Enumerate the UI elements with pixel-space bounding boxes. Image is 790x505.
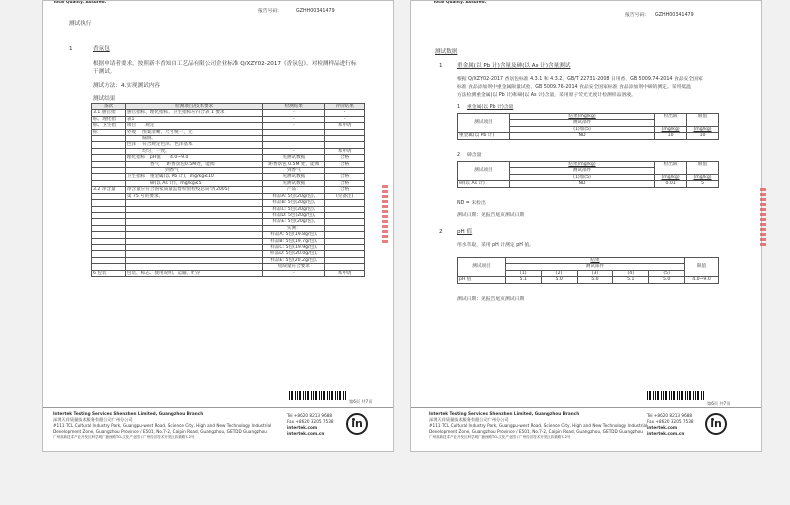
footer-web: intertek.com.cn [647,431,685,436]
arsenic-result-table [457,161,719,188]
date-note: 测试日期：见报告尾页测试日期 [457,297,525,302]
table-cell: 样品D: 5包(20.0g/包), [263,251,325,257]
table-cell: 外观 图案清晰，尺寸统一，无 [125,129,263,135]
table-cell: - [263,110,325,116]
seal-stamp-icon [760,188,766,248]
page-number: 第6页 共7页 [349,399,373,404]
table-cell: 重金属(以 Pb 计) [458,133,510,139]
table-cell: 检出限 [655,162,687,175]
footer-tel: Tel +8620 8213 9688 [287,413,333,418]
footer-address: #111 TCL Cultural Industry Park, Guangpu-west Road, Science City, High and New Technology Industrial [429,423,648,428]
table-body [92,110,365,277]
table-cell: 见测试数据 [263,180,325,186]
table-cell: 样品B: 5包(19.7g/包), [263,238,325,244]
table-cell: 样品E: 5包(20g/包), [263,219,325,225]
table-cell: 距香氛包 0.5M 处，能闻 [263,161,325,167]
table-cell: 测试部件 [509,120,654,126]
table-cell: 5 [687,181,719,187]
table-cell: 测试部件 [509,168,654,174]
table-cell: 本申请 [325,148,365,154]
footer-address: Development Zone, Guangzhou Province / E501, No.7-2, Caipin Road, Guangzhou, GETDD Guangzhou [53,429,267,434]
table-cell: 样品E: 5包(20.2g/包), [263,257,325,263]
intertek-logo-icon [346,413,368,435]
item-number: 1 [69,46,73,52]
table-cell: 3.2 净含量 [92,187,126,193]
table-cell: - [263,270,325,276]
column-header: 检测项目/技术要求 [125,104,263,110]
table-cell: 合格 [325,174,365,180]
item-title: 香氛包 [93,46,110,52]
table-cell: 测试项目 [458,162,510,181]
table-cell: ND [509,133,654,139]
table-cell: 测试项目 [458,258,506,277]
footer-address-cn: 广州高新技术产业开发区科学城广浦西路TCL文化产业园 / 广州经济技术开发区彩频路7-2号 [429,435,571,439]
date-note: 测试日期：见报告尾页测试日期 [457,213,525,218]
table-cell: (5) [649,270,685,276]
table-cell: - [325,116,365,122]
table-cell: 结果(mg/kg) [509,162,654,168]
item-title: 重金属(以 Pb 计)含量及砷(以 As 计)含量测试 [457,63,571,69]
table-cell: (3) [577,270,613,276]
sub-item-title: 重金属(以 Pb 计)含量 [467,105,514,110]
table-cell: 限值 [687,114,719,127]
table-cell: 5.0 [577,277,613,283]
table-cell: 香气 距香氛包0.5M处，能闻 [125,161,263,167]
table-cell: 实测： [263,225,325,231]
table-cell: 净含量应符合国家质量监督检验检疫总局令[2005] [125,187,263,193]
method-line: 测试方法：4.实现测试内容 [93,83,160,89]
column-header: 检测结果 [263,104,325,110]
footer-address: #111 TCL Cultural Industry Park, Guangpu-west Road, Science City, High and New Technology Industrial [53,423,272,428]
logo-text: in [710,417,722,430]
table-cell: - [263,116,325,122]
table-row [458,133,719,139]
sub-item-number: 1 [457,105,461,110]
item-line: 方法检测重金属(以 Pb 计)和砷(以 As 计)含量，采用原子荧光光度计检测样品溶液。 [457,93,636,98]
table-cell: 结果 [505,258,684,264]
footer-fax: Fax +8620 3205 7538 [287,419,334,424]
table-cell: 理化指标 pH值 4.0~9.0 [125,155,263,161]
table-cell: 标 [92,129,126,135]
sub-item-number: 2 [457,153,461,158]
table-cell: 感官指标、理化指标、卫生指标应符合表 1 要求 [125,110,263,116]
section-label: 测试执行 [69,21,92,27]
footer-address: Development Zone, Guangzhou Province / E501, No.7-2, Caipin Road, Guangzhou, GETDD Guangzhou [429,429,643,434]
table-cell: 短缺量符合要求 [263,264,325,270]
footer-web: intertek.com [287,425,318,430]
report-no: GZHH00341479 [655,13,694,18]
lead-result-table [457,113,719,140]
item-number: 1 [439,63,443,69]
table-cell: 3.1 感官指 [92,110,126,116]
report-no-label: 报告号码: [258,9,279,14]
table-cell: (1) [505,270,541,276]
table-cell: 限值 [687,162,719,175]
table-cell: 包装、标志、使用说明、运输、贮存 [125,270,263,276]
column-header: 条款 [92,104,126,110]
table-row [458,277,719,283]
table-cell: 合格 [325,155,365,161]
table-cell: 标、理化指 [92,116,126,122]
table-cell: (见备注) [325,193,365,199]
table-cell: (4) [613,270,649,276]
table-cell: 样品C: 5包(20g/包), [263,206,325,212]
table-row [458,181,719,187]
table-cell: 合格 [325,161,365,167]
table-cell: 5.0 [541,277,577,283]
table-cell: 均匀，一致。 [125,148,263,154]
table-cell: 色泽 符合规定色泽，色泽基本 [125,142,263,148]
table-cell: 第 75 号的要求。 [125,193,263,199]
page-number: 第6页 共7页 [707,401,731,406]
table-cell: 卫生指标 重金属(以 Pb 计)，mg/kg≤10 [125,174,263,180]
table-cell: (mg/kg) [655,126,687,132]
table-cell: 合格 [325,187,365,193]
table-cell: 样品D: 5包(20g/包), [263,212,325,218]
footer-company: Intertek Testing Services Shenzhen Limited, Guangzhou Branch [53,411,204,416]
section-label: 测试数据 [435,49,458,55]
table-cell: 到香气 [125,168,263,174]
table-cell: (mg/kg) [655,174,687,180]
seal-stamp-icon [382,185,388,245]
intertek-logo-icon [705,413,727,435]
barcode [289,391,347,400]
item-line: 用水萃取，采用 pH 计测定 pH 值。 [457,243,534,248]
table-cell: - [263,148,325,154]
report-no: GZHH00341479 [296,9,335,14]
footer-company-cn: 深圳天祥质量技术服务有限公司广州分公司 [429,417,509,422]
table-cell: (1)加(5) [509,174,654,180]
table-cell: 本申请 [325,123,365,129]
table-cell: 砷(以 As 计) [458,181,510,187]
table-cell: 本申请 [325,270,365,276]
quality-header: Total Quality. Assured. [53,0,107,4]
table-cell: 结果(mg/kg) [509,114,654,120]
table-cell: (mg/kg) [687,126,719,132]
table-cell: 6 包装 [92,270,126,276]
table-cell: (mg/kg) [687,174,719,180]
ph-result-table [457,257,719,284]
nd-note: ND = 未检出 [457,201,486,206]
table-row [458,114,719,120]
report-no-label: 报告号码: [625,13,646,18]
item-title: pH 值 [457,229,473,235]
table-cell: 样品C: 5包(19.9g/包), [263,244,325,250]
table-cell: 0.01 [655,181,687,187]
item-number: 2 [439,229,443,235]
table-row [92,270,365,276]
result-label: 测试结果 [93,96,116,102]
barcode [647,391,705,400]
footer-address-cn: 广州高新技术产业开发区科学城广浦西路TCL文化产业园 / 广州经济技术开发区彩频路7-2号 [53,435,195,439]
table-cell: 5.1 [613,277,649,283]
table-cell: ND [509,181,654,187]
intro-line: 干测试。 [93,69,116,75]
footer-company-cn: 深圳天祥质量技术服务有限公司广州分公司 [53,417,133,422]
table-cell: 样品A: 5包(20g/包), [263,193,325,199]
table-cell: 10 [687,133,719,139]
table-cell: 产品： [263,187,325,193]
table-cell: 样品B: 5包(20g/包), [263,200,325,206]
table-cell: pH 值 [458,277,506,283]
table-cell: 见测试数据 [263,155,325,161]
footer-divider [411,407,761,408]
column-header: 评价结果 [325,104,365,110]
table-cell: 标、卫生指 [92,123,126,129]
sub-item-title: 砷含量 [467,153,482,158]
table-cell: 测试项目 [458,114,510,133]
table-cell: 测试部件 [505,264,684,270]
table-cell: 5.1 [505,277,541,283]
table-cell: (1)加(5) [509,126,654,132]
table-cell: 限值 [685,258,719,277]
table-cell: 表1 [125,116,263,122]
item-line: 根据 Q/XZY02-2017 香氛包标准 4.3.1 和 4.3.2、GB/T 22731-2008 日用香、GB 5009.74-2014 食品安全国家 [457,77,703,82]
footer-web: intertek.com.cn [287,431,325,436]
intro-line: 根据申请者要求，按照新丰香知自工艺品有限公司企业标准 Q/XZY02-2017《香氛包》，对检测样品进行标 [93,61,357,67]
footer-tel: Tel +8620 8213 9688 [647,413,693,418]
footer-divider [43,407,393,408]
table-cell: 漏洞。 [125,136,263,142]
footer-fax: Fax +8620 3205 7538 [647,419,694,424]
footer-company: Intertek Testing Services Shenzhen Limited, Guangzhou Branch [429,411,580,416]
logo-text: in [351,417,363,430]
requirements-table [91,103,365,277]
table-cell: 5.0 [649,277,685,283]
report-page-2 [410,0,762,452]
table-cell: 10 [655,133,687,139]
table-row [458,162,719,168]
report-page-1 [42,0,394,452]
item-line: 标准 食品添加剂中重金属限量试验、GB 5009.76-2014 食品安全国家标准 食品添加剂中砷的测定。采用低温 [457,85,691,90]
table-cell: 项目 规定 [125,123,263,129]
table-cell: - [325,110,365,116]
table-cell: - [263,123,325,129]
table-cell: (2) [541,270,577,276]
table-cell: 4.0~9.0 [685,277,719,283]
table-cell: 砷(以 As 计)，mg/kg≤5 [125,180,263,186]
table-cell: 样品A: 5包(19.8g/包), [263,232,325,238]
table-cell: 合格 [325,180,365,186]
footer-web: intertek.com [647,425,678,430]
quality-header: Total Quality. Assured. [433,0,487,4]
table-cell: 见测试数据 [263,174,325,180]
table-cell: 到香气 [263,168,325,174]
table-cell: 检出限 [655,114,687,127]
